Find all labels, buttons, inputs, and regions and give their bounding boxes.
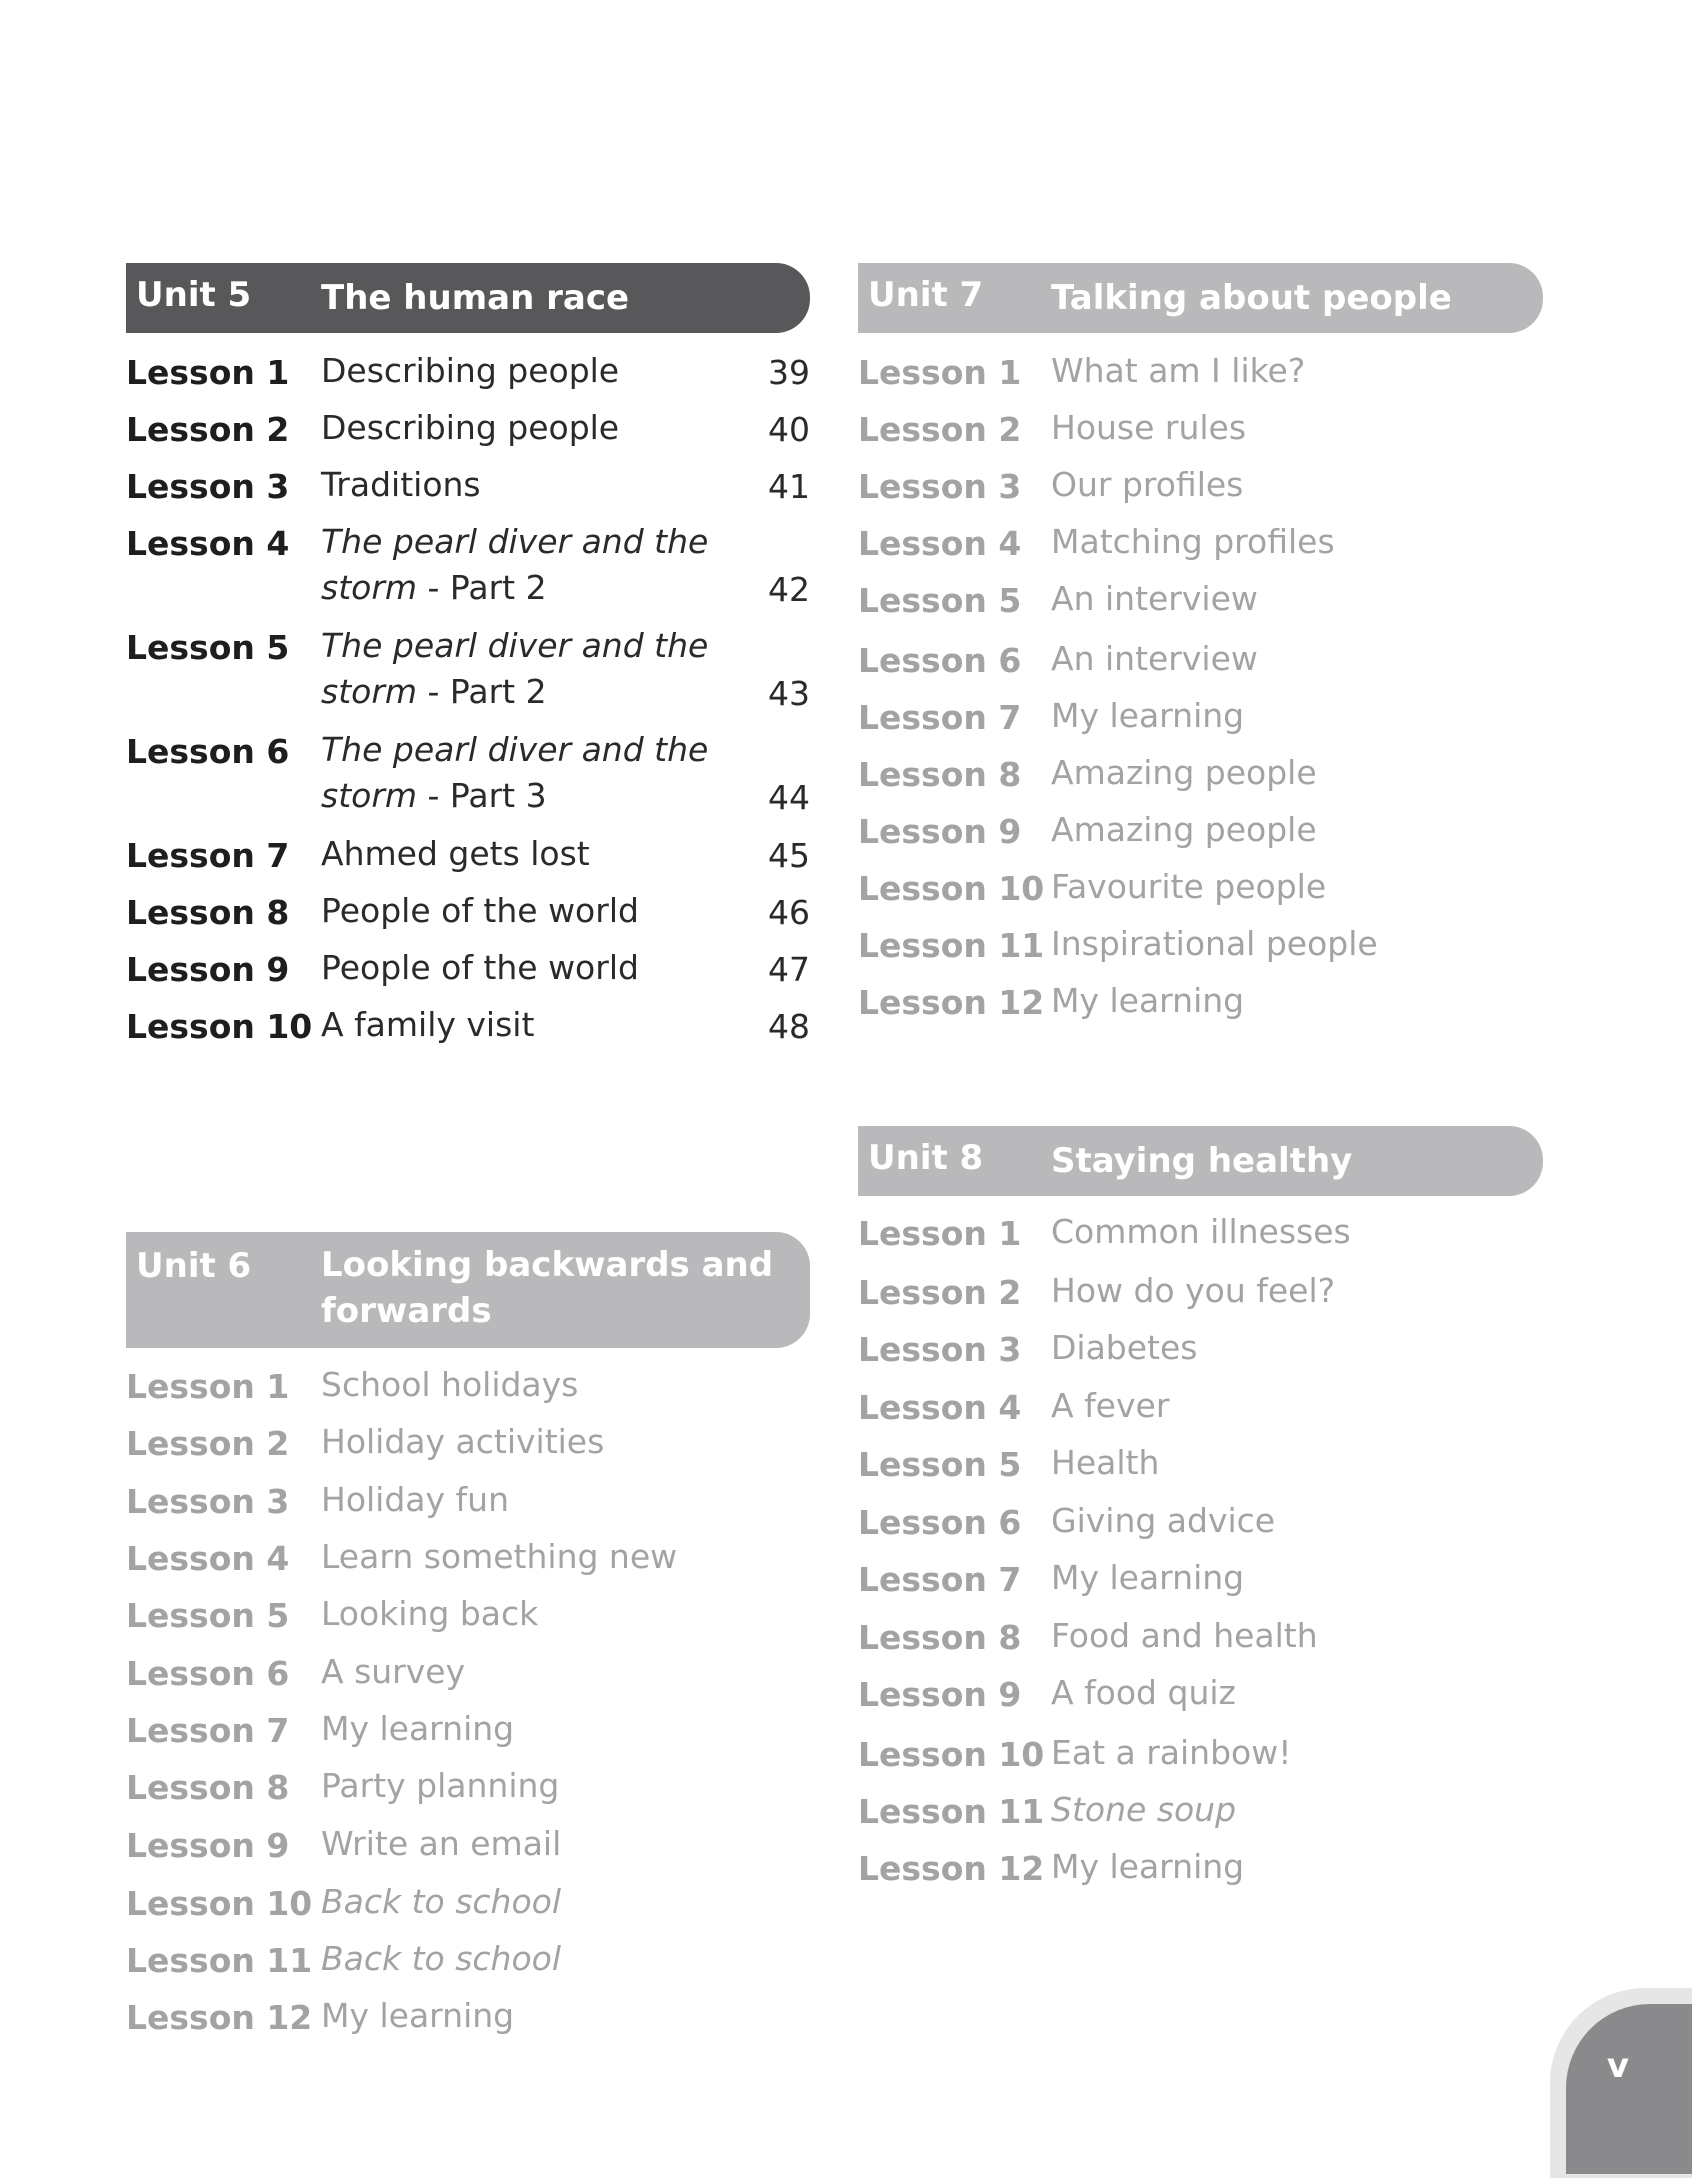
- lesson-page: 39: [768, 353, 810, 392]
- lesson-title-line-1: The pearl diver and the: [321, 730, 709, 769]
- lesson-label: Lesson 10: [126, 1884, 313, 1923]
- unit-6-lesson-3: [126, 1477, 810, 1534]
- lesson-label: Lesson 7: [126, 836, 290, 875]
- lesson-label: Lesson 3: [126, 467, 290, 506]
- lesson-label: Lesson 6: [126, 1654, 290, 1693]
- unit-7-lesson-2: [858, 405, 1543, 462]
- unit-8-lesson-7: [858, 1555, 1543, 1613]
- lesson-label: Lesson 5: [126, 1596, 290, 1635]
- lesson-title-line-1: The pearl diver and the: [321, 522, 709, 561]
- unit-7-lesson-3: [858, 462, 1543, 519]
- unit-8-lesson-12: [858, 1844, 1543, 1901]
- unit-5-lesson-1: [126, 348, 810, 405]
- unit-6-lesson-7: [126, 1706, 810, 1763]
- lesson-title: An interview: [1051, 579, 1258, 618]
- lesson-title: Favourite people: [1051, 867, 1327, 906]
- unit-5-lesson-9: [126, 945, 810, 1002]
- lesson-page: 42: [768, 570, 810, 609]
- lesson-page: 46: [768, 893, 810, 932]
- lesson-page: 44: [768, 778, 810, 817]
- unit-6-section: [126, 1232, 810, 2050]
- lesson-label: Lesson 11: [858, 1792, 1045, 1831]
- lesson-title: My learning: [321, 1709, 515, 1748]
- lesson-label: Lesson 6: [858, 641, 1022, 680]
- unit-5-lesson-8: [126, 888, 810, 945]
- lesson-label: Lesson 2: [126, 410, 290, 449]
- unit-7-lesson-7: [858, 693, 1543, 750]
- lesson-label: Lesson 8: [858, 1618, 1022, 1657]
- lesson-label: Lesson 2: [858, 410, 1022, 449]
- lesson-title: A family visit: [321, 1005, 535, 1044]
- lesson-title: An interview: [1051, 639, 1258, 678]
- lesson-title-line-2: [321, 669, 547, 715]
- unit-7-header: [858, 263, 1543, 333]
- unit-7-lesson-1: [858, 348, 1543, 405]
- unit-5-lesson-5: [126, 623, 810, 727]
- lesson-label: Lesson 2: [858, 1273, 1022, 1312]
- lesson-title-italic: storm: [321, 672, 418, 711]
- lesson-title: Party planning: [321, 1766, 560, 1805]
- lesson-label: Lesson 3: [126, 1482, 290, 1521]
- lesson-title: Holiday activities: [321, 1422, 605, 1461]
- lesson-title-line-1: The pearl diver and the: [321, 626, 709, 665]
- lesson-label: Lesson 12: [858, 1849, 1045, 1888]
- lesson-title: My learning: [321, 1996, 515, 2035]
- lesson-title: A survey: [321, 1652, 466, 1691]
- lesson-title: House rules: [1051, 408, 1247, 447]
- lesson-title: People of the world: [321, 948, 639, 987]
- unit-5-lesson-3: [126, 462, 810, 519]
- lesson-label: Lesson 10: [126, 1007, 313, 1046]
- lesson-title: Stone soup: [1051, 1790, 1237, 1829]
- lesson-label: Lesson 7: [858, 698, 1022, 737]
- unit-5-header: [126, 263, 810, 333]
- lesson-label: Lesson 3: [858, 467, 1022, 506]
- lesson-label: Lesson 1: [858, 1214, 1022, 1253]
- lesson-title: My learning: [1051, 1558, 1245, 1597]
- lesson-label: Lesson 12: [126, 1998, 313, 2037]
- lesson-label: Lesson 5: [126, 628, 290, 667]
- unit-8-lesson-1: [858, 1209, 1543, 1268]
- lesson-label: Lesson 11: [126, 1941, 313, 1980]
- unit-6-lesson-1: [126, 1362, 810, 1419]
- lesson-label: Lesson 1: [126, 1367, 290, 1406]
- unit-5-lesson-10: [126, 1002, 810, 1059]
- unit-5-lesson-2: [126, 405, 810, 462]
- unit-8-lesson-9: [858, 1670, 1543, 1730]
- unit-6-lesson-8: [126, 1763, 810, 1821]
- lesson-title: Traditions: [321, 465, 481, 504]
- lesson-title: A food quiz: [1051, 1673, 1236, 1712]
- lesson-title: Inspirational people: [1051, 924, 1378, 963]
- lesson-title: How do you feel?: [1051, 1271, 1336, 1310]
- unit-8-lesson-3: [858, 1325, 1543, 1383]
- lesson-title-italic: storm: [321, 776, 418, 815]
- lesson-title: Health: [1051, 1443, 1160, 1482]
- lesson-title-italic: storm: [321, 568, 418, 607]
- lesson-page: 41: [768, 467, 810, 506]
- unit-8-lesson-2: [858, 1268, 1543, 1325]
- unit-5-lesson-7: [126, 831, 810, 888]
- lesson-title: A fever: [1051, 1386, 1170, 1425]
- lesson-title: Matching profiles: [1051, 522, 1335, 561]
- lesson-title: Food and health: [1051, 1616, 1318, 1655]
- lesson-label: Lesson 10: [858, 1735, 1045, 1774]
- unit-6-lesson-10: [126, 1879, 810, 1936]
- lesson-label: Lesson 12: [858, 983, 1045, 1022]
- unit-7-lesson-12: [858, 978, 1543, 1035]
- lesson-title: My learning: [1051, 981, 1245, 1020]
- unit-6-lesson-2: [126, 1419, 810, 1477]
- unit-6-lesson-6: [126, 1649, 810, 1706]
- lesson-title: Giving advice: [1051, 1501, 1276, 1540]
- unit-6-label: Unit 6: [136, 1246, 252, 1286]
- lesson-label: Lesson 4: [858, 524, 1022, 563]
- lesson-page: 47: [768, 950, 810, 989]
- lesson-title: Common illnesses: [1051, 1212, 1351, 1251]
- lesson-title: Back to school: [321, 1882, 562, 1921]
- lesson-title: Learn something new: [321, 1537, 678, 1576]
- unit-8-lesson-5: [858, 1440, 1543, 1498]
- unit-8-section: [858, 1126, 1543, 1901]
- lesson-title: People of the world: [321, 891, 639, 930]
- unit-7-label: Unit 7: [868, 275, 984, 315]
- lesson-title: Our profiles: [1051, 465, 1244, 504]
- unit-8-lesson-6: [858, 1498, 1543, 1555]
- lesson-title: What am I like?: [1051, 351, 1306, 390]
- unit-7-lesson-4: [858, 519, 1543, 576]
- lesson-title-line-2: [321, 773, 547, 819]
- lesson-label: Lesson 8: [858, 755, 1022, 794]
- lesson-title: Holiday fun: [321, 1480, 509, 1519]
- unit-6-lesson-12: [126, 1993, 810, 2050]
- unit-8-lesson-8: [858, 1613, 1543, 1670]
- lesson-label: Lesson 1: [858, 353, 1022, 392]
- unit-5-title: The human race: [321, 278, 630, 318]
- unit-8-header: [858, 1126, 1543, 1196]
- lesson-label: Lesson 9: [126, 950, 290, 989]
- unit-7-title: Talking about people: [1051, 278, 1452, 318]
- page-number: v: [1606, 2046, 1630, 2086]
- unit-6-header: [126, 1232, 810, 1348]
- lesson-label: Lesson 4: [126, 524, 290, 563]
- unit-6-lesson-5: [126, 1591, 810, 1649]
- lesson-title: My learning: [1051, 1847, 1245, 1886]
- lesson-title-part: - Part 2: [417, 672, 547, 711]
- lesson-label: Lesson 4: [858, 1388, 1022, 1427]
- lesson-label: Lesson 6: [858, 1503, 1022, 1542]
- unit-7-lesson-8: [858, 750, 1543, 807]
- unit-6-lesson-9: [126, 1821, 810, 1879]
- lesson-title: School holidays: [321, 1365, 579, 1404]
- unit-7-lesson-5: [858, 576, 1543, 636]
- lesson-label: Lesson 1: [126, 353, 290, 392]
- unit-8-lesson-11: [858, 1787, 1543, 1844]
- lesson-title: Amazing people: [1051, 753, 1317, 792]
- lesson-title-part: - Part 2: [417, 568, 547, 607]
- lesson-label: Lesson 10: [858, 869, 1045, 908]
- lesson-title: Amazing people: [1051, 810, 1317, 849]
- lesson-title-line-2: [321, 565, 547, 611]
- lesson-title: My learning: [1051, 696, 1245, 735]
- unit-7-lesson-9: [858, 807, 1543, 864]
- lesson-label: Lesson 4: [126, 1539, 290, 1578]
- unit-6-lesson-11: [126, 1936, 810, 1993]
- lesson-label: Lesson 11: [858, 926, 1045, 965]
- unit-8-lesson-4: [858, 1383, 1543, 1440]
- unit-8-title: Staying healthy: [1051, 1141, 1353, 1181]
- lesson-title: Diabetes: [1051, 1328, 1198, 1367]
- unit-5-section: [126, 263, 810, 1059]
- lesson-label: Lesson 2: [126, 1424, 290, 1463]
- lesson-title: Ahmed gets lost: [321, 834, 590, 873]
- unit-5-label: Unit 5: [136, 275, 252, 315]
- lesson-page: 48: [768, 1007, 810, 1046]
- lesson-label: Lesson 3: [858, 1330, 1022, 1369]
- unit-5-lesson-4: [126, 519, 810, 623]
- lesson-title: Back to school: [321, 1939, 562, 1978]
- lesson-label: Lesson 5: [858, 581, 1022, 620]
- lesson-label: Lesson 8: [126, 1768, 290, 1807]
- unit-5-lesson-6: [126, 727, 810, 831]
- unit-8-label: Unit 8: [868, 1138, 984, 1178]
- lesson-page: 40: [768, 410, 810, 449]
- lesson-label: Lesson 7: [126, 1711, 290, 1750]
- lesson-label: Lesson 8: [126, 893, 290, 932]
- lesson-title: Looking back: [321, 1594, 539, 1633]
- lesson-label: Lesson 5: [858, 1445, 1022, 1484]
- lesson-label: Lesson 9: [858, 812, 1022, 851]
- unit-7-lesson-6: [858, 636, 1543, 693]
- lesson-label: Lesson 9: [126, 1826, 290, 1865]
- lesson-title: Describing people: [321, 408, 620, 447]
- lesson-title: Write an email: [321, 1824, 562, 1863]
- lesson-title-part: - Part 3: [417, 776, 547, 815]
- lesson-title: Describing people: [321, 351, 620, 390]
- lesson-label: Lesson 6: [126, 732, 290, 771]
- unit-7-lesson-11: [858, 921, 1543, 978]
- lesson-label: Lesson 7: [858, 1560, 1022, 1599]
- unit-8-lesson-10: [858, 1730, 1543, 1787]
- lesson-page: 43: [768, 674, 810, 713]
- unit-7-section: [858, 263, 1543, 1035]
- lesson-title: Eat a rainbow!: [1051, 1733, 1292, 1772]
- unit-7-lesson-10: [858, 864, 1543, 921]
- lesson-page: 45: [768, 836, 810, 875]
- unit-6-title-line-2: forwards: [321, 1291, 492, 1331]
- unit-6-title-line-1: Looking backwards and: [321, 1245, 774, 1285]
- unit-6-lesson-4: [126, 1534, 810, 1591]
- lesson-label: Lesson 9: [858, 1675, 1022, 1714]
